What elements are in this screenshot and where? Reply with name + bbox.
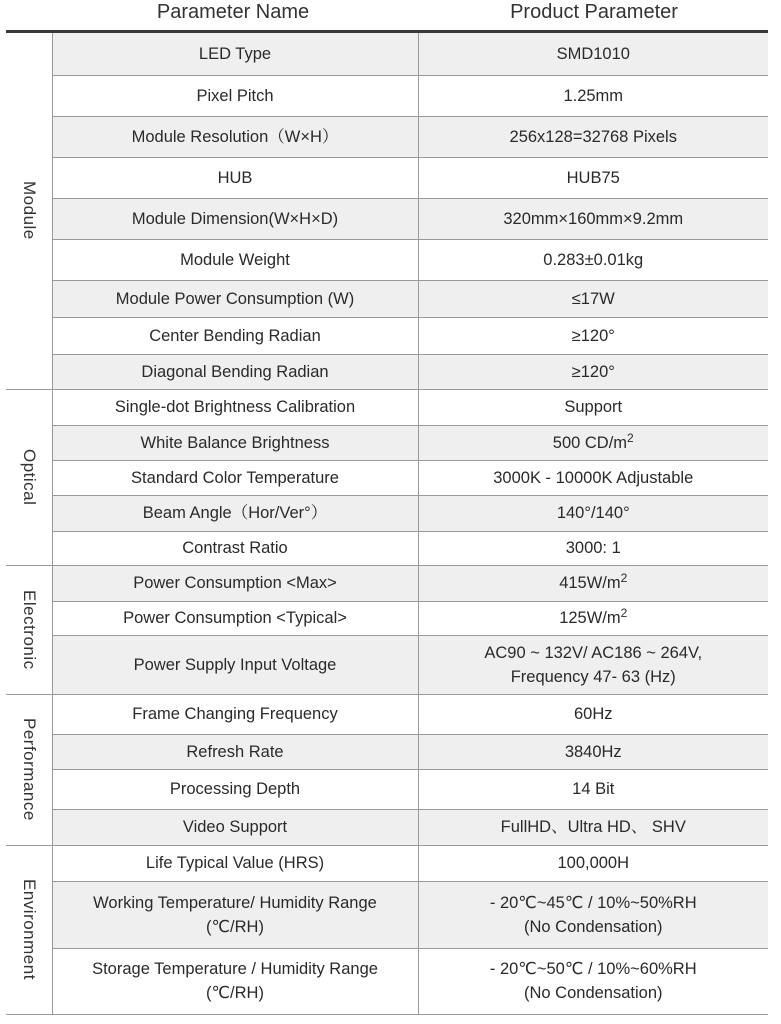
param-name: Beam Angle（Hor/Ver°） — [52, 495, 418, 531]
header-parameter-name: Parameter Name — [156, 1, 310, 23]
param-name: Processing Depth — [52, 769, 418, 809]
table-row — [6, 495, 768, 531]
param-name: Power Consumption <Max> — [52, 565, 418, 601]
group-environment: Environment — [6, 845, 52, 1014]
table-row — [6, 33, 768, 75]
table-row — [6, 75, 768, 116]
table-row — [6, 239, 768, 280]
param-value: 60Hz — [418, 694, 768, 734]
param-value: FullHD、Ultra HD、 SHV — [418, 809, 768, 845]
table-row — [6, 460, 768, 495]
param-value: AC90 ~ 132V/ AC186 ~ 264V, Frequency 47- 63 (Hz) — [418, 635, 768, 694]
param-value: $125W/m^2$ — [418, 601, 768, 635]
spec-table — [6, 33, 768, 1015]
table-row — [6, 354, 768, 389]
param-value: ≤17W — [418, 280, 768, 317]
param-name: Module Power Consumption (W) — [52, 280, 418, 317]
table-row — [6, 280, 768, 317]
param-name: Working Temperature/ Humidity Range (℃/RH) — [52, 881, 418, 948]
param-value: Support — [418, 389, 768, 425]
param-name: Life Typical Value (HRS) — [52, 845, 418, 881]
table-row — [6, 389, 768, 425]
table-row — [6, 769, 768, 809]
table-row — [6, 948, 768, 1014]
param-name: Storage Temperature / Humidity Range (℃/RH) — [52, 948, 418, 1014]
param-value: 3000K - 10000K Adjustable — [418, 460, 768, 495]
table-row — [6, 845, 768, 881]
param-name: Contrast Ratio — [52, 531, 418, 565]
param-value: 140°/140° — [418, 495, 768, 531]
table-row — [6, 694, 768, 734]
param-name: Power Consumption <Typical> — [52, 601, 418, 635]
param-value: 1.25mm — [418, 75, 768, 116]
group-performance: Performance — [6, 694, 52, 845]
group-module: Module — [6, 33, 52, 389]
table-row — [6, 198, 768, 239]
table-row — [6, 531, 768, 565]
table-row — [6, 157, 768, 198]
param-value: 0.283±0.01kg — [418, 239, 768, 280]
param-name: White Balance Brightness — [52, 425, 418, 460]
param-value: 3840Hz — [418, 734, 768, 769]
param-value: 3000: 1 — [418, 531, 768, 565]
param-value: HUB75 — [418, 157, 768, 198]
param-name: Refresh Rate — [52, 734, 418, 769]
param-value: $415W/m^2$ — [418, 565, 768, 601]
param-value: - 20℃~45℃ / 10%~50%RH (No Condensation) — [418, 881, 768, 948]
param-name: Module Weight — [52, 239, 418, 280]
table-row — [6, 601, 768, 635]
group-electronic: Electronic — [6, 565, 52, 694]
param-value: 14 Bit — [418, 769, 768, 809]
group-optical: Optical — [6, 389, 52, 565]
table-row — [6, 425, 768, 460]
table-row — [6, 116, 768, 157]
param-value: 256x128=32768 Pixels — [418, 116, 768, 157]
param-name: Pixel Pitch — [52, 75, 418, 116]
table-row — [6, 635, 768, 694]
param-name: HUB — [52, 157, 418, 198]
param-name: Center Bending Radian — [52, 317, 418, 354]
param-name: Module Resolution（W×H） — [52, 116, 418, 157]
param-value: - 20℃~50℃ / 10%~60%RH (No Condensation) — [418, 948, 768, 1014]
table-row — [6, 881, 768, 948]
param-name: LED Type — [52, 33, 418, 75]
param-value: SMD1010 — [418, 33, 768, 75]
table-header — [0, 0, 781, 30]
param-name: Video Support — [52, 809, 418, 845]
param-name: Standard Color Temperature — [52, 460, 418, 495]
param-value: ≥120° — [418, 354, 768, 389]
table-row — [6, 565, 768, 601]
param-name: Module Dimension(W×H×D) — [52, 198, 418, 239]
table-row — [6, 734, 768, 769]
param-value: 320mm×160mm×9.2mm — [418, 198, 768, 239]
param-name: Single-dot Brightness Calibration — [52, 389, 418, 425]
table-row — [6, 317, 768, 354]
param-value: ≥120° — [418, 317, 768, 354]
param-value: 500 $CD/m^2$ — [418, 425, 768, 460]
param-name: Power Supply Input Voltage — [52, 635, 418, 694]
header-product-parameter: Product Parameter — [510, 1, 678, 23]
param-value: 100,000H — [418, 845, 768, 881]
param-name: Frame Changing Frequency — [52, 694, 418, 734]
table-row — [6, 809, 768, 845]
param-name: Diagonal Bending Radian — [52, 354, 418, 389]
